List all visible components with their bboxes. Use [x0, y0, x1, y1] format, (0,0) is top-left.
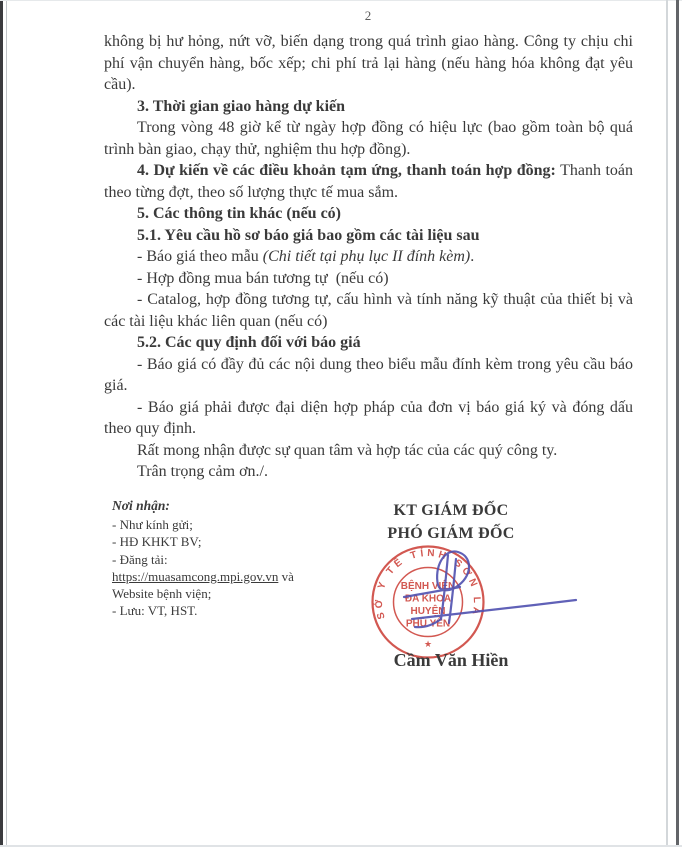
recipient-line-link — [112, 568, 342, 585]
recipients-block — [112, 497, 342, 619]
list-item-quote-form-period: . — [470, 248, 475, 265]
list-item-quote-content: - Báo giá có đầy đủ các nội dung theo biểu mẫu đính kèm trong yêu cầu báo giá. — [104, 355, 633, 394]
page-edge-left-dark — [0, 0, 3, 845]
signature-titles — [346, 499, 556, 545]
stamp-center-line-2: ĐA KHOA — [404, 593, 452, 605]
page-edge-top — [0, 0, 682, 1]
recipient-line: - Lưu: VT, HST. — [112, 603, 198, 619]
signature-scribble — [400, 543, 580, 635]
stamp-center-line-4: PHÙ YÊN — [405, 618, 451, 630]
heading-5-2-quote-rules: 5.2. Các quy định đối với báo giá — [137, 334, 361, 351]
recipient-line: - Như kính gửi; — [112, 517, 193, 533]
list-item-quote-sign-seal: - Báo giá phải được đại diện hợp pháp của đơn vị báo giá ký và đóng dấu theo quy định. — [104, 398, 633, 437]
recipient-line: - Đăng tải: — [112, 551, 168, 567]
recipients-header: Nơi nhận: — [112, 498, 170, 513]
stamp-ring-text: SỞ Y TẾ TỈNH SƠN LA — [373, 547, 482, 621]
paragraph-delivery-time: Trong vòng 48 giờ kể từ ngày hợp đồng có hiệu lực (bao gồm toàn bộ quá trình bàn giao, chạy thử, nghiệm thu hợp đồng). — [104, 119, 633, 158]
paragraph-closing-thanks: Rất mong nhận được sự quan tâm và hợp tác của các quý công ty. — [137, 441, 558, 459]
recipient-line: Website bệnh viện; — [112, 586, 212, 602]
list-item-similar-contract: - Hợp đồng mua bán tương tự (nếu có) — [137, 269, 389, 287]
heading-5-1-quote-dossier: 5.1. Yêu cầu hồ sơ báo giá bao gồm các tài liệu sau — [137, 226, 480, 244]
stamp-star-icon: ★ — [423, 639, 433, 649]
heading-5-other-info: 5. Các thông tin khác (nếu có) — [137, 205, 342, 222]
recipient-line: - HĐ KHKT BV; — [112, 534, 202, 550]
page-edge-bottom — [0, 845, 682, 847]
heading-4-payment-terms: 4. Dự kiến về các điều khoản tạm ứng, thanh toán hợp đồng: — [137, 162, 556, 179]
list-item-quote-form-note: (Chi tiết tại phụ lục II đính kèm) — [262, 248, 471, 265]
page-edge-right-dark — [676, 0, 679, 845]
list-item-catalog: - Catalog, hợp đồng tương tự, cấu hình và tính năng kỹ thuật của thiết bị và các tài liệu khác liên quan (nếu có) — [104, 291, 633, 330]
paragraph-closing-regards: Trân trọng cảm ơn./. — [137, 463, 268, 480]
paragraph-delivery-condition: không bị hư hỏng, nứt vỡ, biến dạng trong quá trình giao hàng. Công ty chịu chi phí vận chuyển hàng, bốc xếp; chi phí trả lại hàng (nếu hàng hóa không đạt yêu cầu). — [104, 33, 633, 93]
signer-title-1: KT GIÁM ĐỐC — [393, 502, 509, 519]
document-body — [104, 31, 633, 483]
signature-stroke — [415, 619, 441, 627]
signer-title-2: PHÓ GIÁM ĐỐC — [387, 525, 515, 542]
page-edge-left-light — [6, 0, 7, 845]
signature-stroke — [441, 555, 448, 619]
signature-stroke — [412, 600, 576, 619]
page-edge-right-light — [666, 0, 668, 845]
page-number: 2 — [364, 8, 372, 23]
signer-name: Cầm Văn Hiền — [393, 650, 509, 670]
list-item-quote-form — [104, 246, 633, 268]
list-item-quote-form-text: - Báo giá theo mẫu — [137, 248, 263, 265]
link-suffix: và — [278, 568, 294, 584]
stamp-center-line-3: HUYỆN — [410, 606, 446, 617]
procurement-portal-link[interactable]: https://muasamcong.mpi.gov.vn — [112, 568, 279, 584]
paragraph-payment-terms — [104, 160, 633, 203]
paragraph-payment-terms-text: Thanh toán theo từng đợt, theo số lượng thực tế mua sắm. — [104, 162, 633, 201]
heading-3-delivery-time: 3. Thời gian giao hàng dự kiến — [137, 97, 346, 115]
stamp-center-line-1: BỆNH VIỆN — [400, 581, 456, 592]
